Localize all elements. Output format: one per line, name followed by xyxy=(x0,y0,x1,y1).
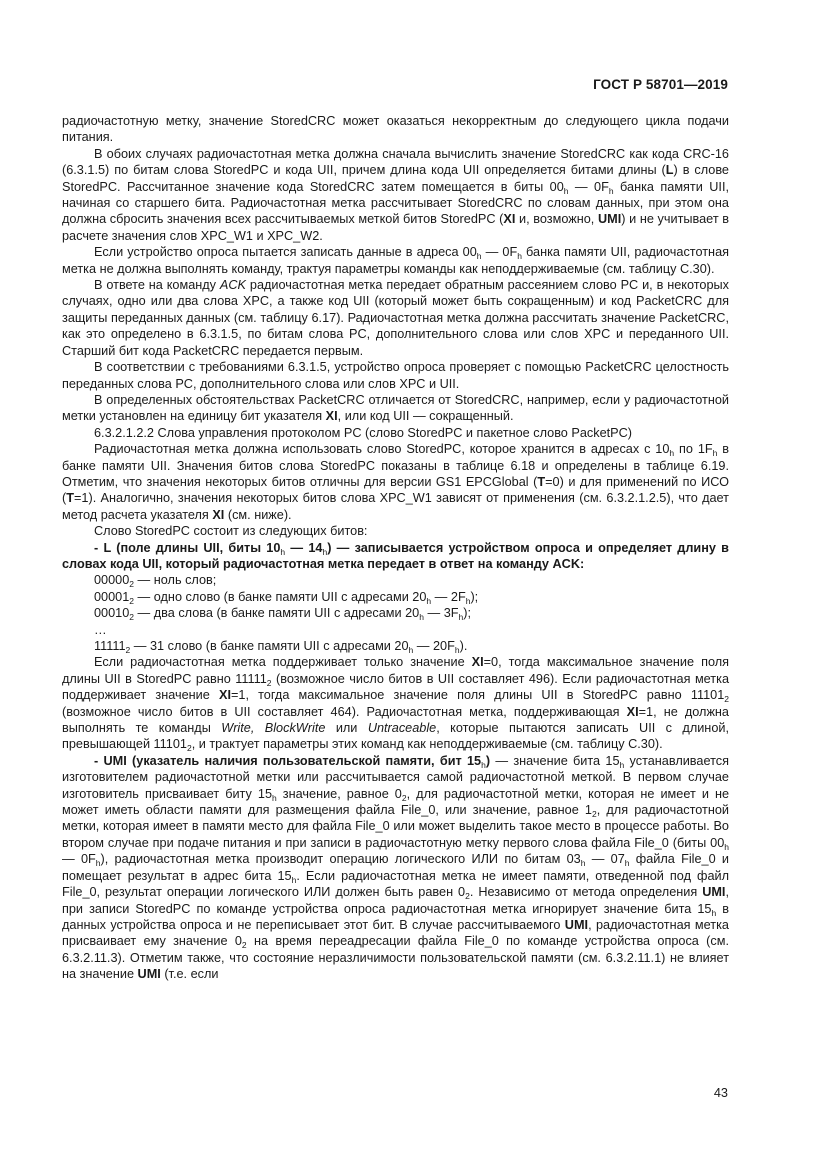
subscript: h xyxy=(580,858,586,869)
paragraph xyxy=(62,392,729,425)
text-run: , для радиочастотной метки, которая имеет в памяти место для файла File_0 или может выделить такое место в процессе работы. Во втором случае при подаче питания и при записи в радиочастотную метку первого слова файла File_0 (биты 00 xyxy=(62,803,729,850)
subscript: h xyxy=(454,645,460,655)
text-run: банка памяти UII, начиная со старшего бита. Радиочастотная метка рассчитывает StoredCRC по словам данных, при этом она должна сбросить значения всех рассчитываемых меткой битов StoredPC ( xyxy=(62,179,729,227)
bold-text: ) — записывается устройством опроса и определяет длину в словах кода UII, который радиочастотная метка передает в ответ на команду ACK: xyxy=(62,540,729,571)
text-run: файла File_0 и помещает результат в адрес бита 15 xyxy=(62,852,729,883)
paragraph xyxy=(62,540,729,573)
text-run: Если устройство опроса пытается записать данные в адреса 00 xyxy=(94,245,477,260)
page-number: 43 xyxy=(713,1086,728,1100)
subscript: h xyxy=(291,874,297,885)
subscript: 2 xyxy=(125,645,131,655)
text-run: 00000 xyxy=(94,573,130,588)
bold-text: - UMI (указатель наличия пользовательской памяти, бит 15 xyxy=(94,753,482,768)
subscript: 2 xyxy=(129,595,135,606)
subscript: h xyxy=(322,546,328,557)
text-run: или xyxy=(325,721,368,736)
text-run: , или код UII — сокращенный. xyxy=(337,409,514,424)
text-run: в данных устройства опроса и не переписывает этот бит. В случае рассчитываемого xyxy=(62,901,730,932)
bold-text: XI xyxy=(325,409,338,424)
text-run: ); xyxy=(463,606,472,621)
text-run: банка памяти UII, радиочастотная метка не должна выполнять команду, трактуя параметры команды как неподдерживаемые (см. таблицу С.30). xyxy=(62,245,729,276)
text-run: радиочастотную метку, значение StoredCRC может оказаться некорректным до следующего цикла подачи питания. xyxy=(62,114,729,145)
text-run: (возможное число битов в UII составляет 496). Если радиочастотная метка поддерживает значение xyxy=(62,671,729,703)
text-run: (возможное число битов в UII составляет 464). Радиочастотная метка, поддерживающая xyxy=(62,704,627,719)
text-run: В обоих случаях радиочастотная метка должна сначала вычислить значение StoredCRC как кода CRC-16 (6.3.1.5) по битам слова StoredPC и кода UII, причем длина кода UII определяется битами длины ( xyxy=(62,146,729,178)
bold-text: XI xyxy=(503,212,516,227)
subscript: h xyxy=(426,595,432,606)
bold-text: XI xyxy=(218,688,231,703)
subscript: h xyxy=(476,251,482,262)
subscript: h xyxy=(280,546,286,557)
text-run: ), радиочастотная метка производит операцию логического ИЛИ по битам 03 xyxy=(100,852,581,867)
paragraph xyxy=(62,654,729,752)
bold-text: UMI xyxy=(702,885,726,900)
subscript: h xyxy=(95,858,101,869)
text-run: (см. ниже). xyxy=(224,507,292,522)
text-run: 11111 xyxy=(94,639,126,653)
italic-text: Write, BlockWrite xyxy=(221,721,326,736)
text-run: =1, тогда максимальное значение поля длины UII в StoredPC равно 11101 xyxy=(230,688,725,703)
subscript: h xyxy=(711,907,717,918)
bold-text: T xyxy=(537,474,546,489)
paragraph xyxy=(62,572,729,588)
text-run: В соответствии с требованиями 6.3.1.5, устройство опроса проверяет с помощью PacketCRC целостность переданных слова PC, дополнительного слова или слов XPC и UII. xyxy=(62,360,729,391)
text-run: , и трактует параметры этих команд как неподдерживаемые (см. таблицу С.30). xyxy=(191,737,663,752)
subscript: 2 xyxy=(465,891,470,902)
text-run: — 0F xyxy=(481,245,518,260)
text-run: (т.е. если xyxy=(160,967,219,982)
subscript: h xyxy=(465,595,471,606)
text-run: . Независимо от метода определения xyxy=(469,885,703,900)
paragraph xyxy=(62,244,729,277)
text-run: — 31 слово (в банке памяти UII с адресами 20 xyxy=(130,639,409,653)
text-run: радиочастотная метка передает обратным рассеянием слово PC и, в некоторых случаях, одно или два слова XPC, а также код UII (который может быть сокращенным) и код PacketCRC для защиты переданных данных (см. таблицу 6.17). Радиочастотная метка должна рассчитать значение PacketCRC, как это определено в 6.3.1.5, по битам слова PC, дополнительного слова или слов XPC и переданного UII. Старший бит кода PacketCRC передается первым. xyxy=(62,278,729,358)
text-run: — 3F xyxy=(423,606,459,621)
text-run: =1). Аналогично, значения некоторых битов слова XPC_W1 зависят от применения (см. 6.3.2.1.2.5), что дает метод расчета указателя xyxy=(62,491,729,522)
text-run: 6.3.2.1.2.2 Слова управления протоколом PC (слово StoredPC и пакетное слово PacketPC) xyxy=(94,425,633,440)
text-run: , которые пытаются записать UII с длиной, превышающей 11101 xyxy=(62,721,729,752)
bold-text: T xyxy=(66,491,74,506)
text-run: ). xyxy=(459,639,468,653)
paragraph xyxy=(62,753,729,983)
paragraph xyxy=(62,146,729,244)
subscript: h xyxy=(419,612,424,623)
subscript: h xyxy=(481,759,486,770)
subscript: 2 xyxy=(129,612,135,623)
subscript: 2 xyxy=(241,940,247,951)
standard-header: ГОСТ Р 58701—2019 xyxy=(593,77,728,92)
bold-text: XI xyxy=(212,507,225,522)
document-body xyxy=(62,113,729,983)
italic-text: ACK xyxy=(219,278,247,293)
subscript: h xyxy=(624,858,630,869)
subscript: h xyxy=(517,251,522,262)
bold-text: — 14 xyxy=(285,540,323,555)
subscript: h xyxy=(272,792,277,803)
text-run: — ноль слов; xyxy=(134,573,217,588)
text-run: ) в слове StoredPC. Рассчитанное значение кода StoredCRC затем помещается в биты 00 xyxy=(62,163,729,194)
text-run: — значение бита 15 xyxy=(490,753,620,768)
text-run: . Если радиочастотная метка не имеет памяти, отведенной под файл File_0, результат операции логического ИЛИ должен быть равен 0 xyxy=(62,868,730,900)
subscript: h xyxy=(724,841,729,852)
subscript: h xyxy=(608,185,614,196)
paragraph xyxy=(62,523,729,539)
paragraph xyxy=(62,638,729,654)
text-run: по 1F xyxy=(674,442,713,457)
subscript: h xyxy=(669,448,675,459)
text-run: — 20F xyxy=(413,639,455,653)
text-run: ) и не учитывает в расчете значения слов XPC_W1 и XPC_W2. xyxy=(62,212,730,243)
paragraph xyxy=(62,589,729,605)
bold-text: UMI xyxy=(597,212,622,227)
text-run: устанавливается изготовителем радиочастотной метки или рассчитывается самой радиочастотной меткой. В первом случае изготовитель присваивает биту 15 xyxy=(62,753,729,801)
bold-text: L xyxy=(665,163,674,178)
bold-text: - L (поле длины UII, биты 10 xyxy=(94,540,281,555)
text-run: — 2F xyxy=(431,589,466,604)
text-run: в банке памяти UII. Значения битов слова StoredPC показаны в таблице 6.18 и определены в таблице 6.19. Отметим, что значения некоторых битов отличны для версии GS1 EPCGlobal ( xyxy=(62,442,729,489)
text-run: Если радиочастотная метка поддерживает только значение xyxy=(94,655,472,670)
subscript: h xyxy=(712,448,718,459)
subscript: h xyxy=(619,759,625,770)
text-run: , при записи StoredPC по команде устройства опроса радиочастотная метка игнорирует значение бита 15 xyxy=(62,885,729,916)
text-run: — 0F xyxy=(568,179,609,194)
bold-text: ) xyxy=(485,753,491,768)
text-run: 00010 xyxy=(94,606,130,621)
paragraph xyxy=(62,622,729,638)
subscript: 2 xyxy=(186,743,192,754)
text-run: =0, тогда максимальное значение поля длины UII в StoredPC равно 11111 xyxy=(62,655,729,686)
text-run: и, возможно, xyxy=(515,212,598,227)
subscript: h xyxy=(563,185,569,196)
text-run: , радиочастотная метка присваивает ему значение 0 xyxy=(62,917,729,949)
text-run: — два слова (в банке памяти UII с адресами 20 xyxy=(134,606,420,621)
paragraph xyxy=(62,277,729,359)
paragraph xyxy=(62,113,729,146)
text-run: Слово StoredPC состоит из следующих битов: xyxy=(94,524,368,539)
text-run: Радиочастотная метка должна использовать слово StoredPC, которое хранится в адресах с 10 xyxy=(94,442,670,457)
subscript: 2 xyxy=(401,792,407,803)
text-run: В ответе на команду xyxy=(94,278,220,293)
bold-text: UMI xyxy=(137,967,161,982)
paragraph xyxy=(62,359,729,392)
text-run: — 07 xyxy=(585,852,625,867)
text-run: — одно слово (в банке памяти UII с адресами 20 xyxy=(134,589,427,604)
text-run: на время переадресации файла File_0 по команде устройства опроса (см. 6.3.2.11.3). Отметим также, что состояние неразличимости пользовательской памяти (см. 6.3.2.11.1) не влияет на значение xyxy=(62,934,729,982)
text-run: =1, не должна выполнять те команды xyxy=(62,704,729,736)
subscript: 2 xyxy=(592,809,597,820)
text-run: В определенных обстоятельствах PacketCRC отличается от StoredCRC, например, если у радиочастотной метки установлен на единицу бит указателя xyxy=(62,392,729,424)
text-run: =0) и для применений по ИСО ( xyxy=(62,474,729,506)
subscript: 2 xyxy=(129,579,135,590)
subscript: 2 xyxy=(266,677,272,688)
bold-text: UMI xyxy=(564,917,589,932)
italic-text: Untraceable xyxy=(367,721,437,736)
subscript: h xyxy=(408,645,414,655)
text-run: — 0F xyxy=(62,852,96,867)
text-run: , для радиочастотной метки, которая не имеет и не может иметь области памяти для размещения файла File_0, или значение, равное 1 xyxy=(62,786,730,818)
bold-text: XI xyxy=(471,655,484,670)
text-run: значение, равное 0 xyxy=(276,786,402,801)
text-run: … xyxy=(94,622,107,637)
text-run: ); xyxy=(470,589,479,604)
text-run: 00001 xyxy=(94,589,130,604)
subscript: h xyxy=(458,612,464,623)
bold-text: XI xyxy=(626,704,639,719)
paragraph xyxy=(62,605,729,621)
paragraph xyxy=(62,425,729,441)
subscript: 2 xyxy=(724,694,729,705)
paragraph xyxy=(62,441,729,523)
